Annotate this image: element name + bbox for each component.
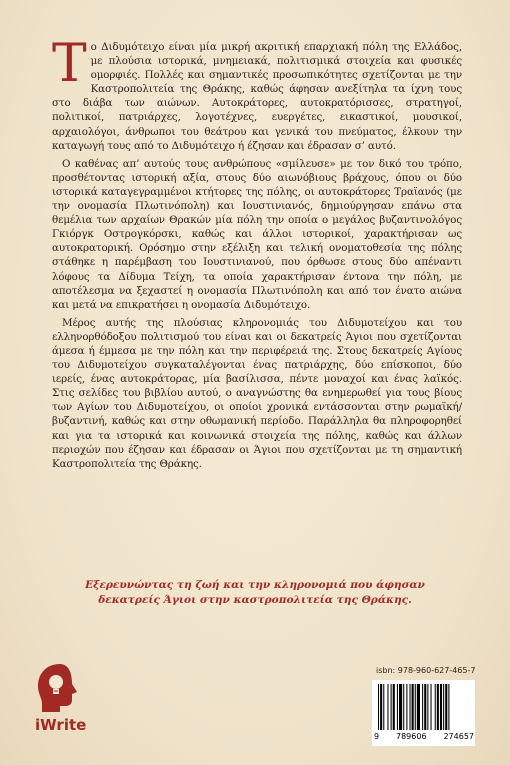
barcode: [372, 680, 475, 746]
paragraph-1-text: ο Διδυμότειχο είναι μία μικρή ακριτική επαρχιακή πόλη της Ελλάδος, με πλούσια ιστορικά, μνημειακά, πολιτισμικά στοιχεία και φυσικές ομορφιές. Πολλές και σημαντικές προσωπικότητες σχετίζονται με την Καστροπολιτεία της Θράκης, καθώς άφησαν ανεξίτηλα τα ίχνη τους στο διάβα των αιώνων. Αυτοκράτορες, αυτοκρατόρισσες, στρατηγοί, πολιτικοί, πατριάρχες, λογοτέχνες, ευεργέτες, εικαστικοί, μουσικοί, αρχαιολόγοι, άνθρωποι του θεάτρου και γενικά του πνεύματος, έλκουν την καταγωγή τους από το Διδυμότειχο ή έζησαν και έδρασαν σ’ αυτό.: [52, 41, 462, 152]
tagline: [40, 578, 470, 608]
synopsis: [52, 34, 462, 475]
barcode-digits: [374, 732, 474, 741]
barcode-digit-prefix: 9: [374, 732, 380, 741]
barcode-bars: [378, 684, 470, 734]
publisher-logo-text: iWrite: [35, 716, 87, 734]
paragraph-1: [52, 34, 462, 153]
tagline-line-2: δεκατρείς Άγιοι στην καστροπολιτεία της Θράκης.: [98, 594, 412, 606]
tagline-line-1: Εξερευνώντας τη ζωή και την κληρονομιά που άφησαν: [85, 579, 425, 591]
barcode-digit-group-1: 789606: [396, 732, 427, 741]
paragraph-3: Μέρος αυτής της πλούσιας κληρονομιάς του Διδυμοτείχου και του ελληνορθόδοξου πολιτισμού του είναι και οι δεκατρείς Άγιοι που σχετίζονται άμεσα ή έμμεσα με την πόλη και την περιφέρειά της. Στους δεκατρείς Αγίους του Διδυμοτείχου συγκαταλέγονται ένας πατριάρχης, δύο επίσκοποι, δύο ιερείς, ένας αυτοκράτορας, μία βασίλισσα, πέντε μοναχοί και ένας λαϊκός. Στις σελίδες του βιβλίου αυτού, ο αναγνώστης θα ενημερωθεί για τους βίους των Αγίων του Διδυμοτείχου, οι οποίοι χρονικά εντάσσονται στην ρωμαϊκή/βυζαντινή, καθώς και στην οθωμανική περίοδο. Παράλληλα θα πληροφορηθεί και για τα ιστορικά και κοινωνικά στοιχεία της πόλης, καθώς και άλλων περιοχών που έζησαν και έδρασαν οι Άγιοι που σχετίζονται με τη σημαντική Καστροπολιτεία της Θράκης.: [52, 316, 462, 470]
drop-cap: Τ: [52, 34, 87, 94]
isbn-label: isbn: 978-960-627-465-7: [376, 666, 476, 675]
paragraph-2: Ο καθένας απ’ αυτούς τους ανθρώπους «σμίλευσε» με τον δικό του τρόπο, προσθέτοντας ιστορική αξία, στους δύο αιωνόβιους βράχους, όπου οι δύο ιστορικά καταγεγραμμένοι κτήτορες της πόλης, οι αυτοκράτορες Τραϊανός (με την ονομασία Πλωτινόπολη) και Ιουστινιανός, δημιούργησαν επάνω στα θεμέλια των αρχαίων Θρακών μία πόλη την οποία ο μεγάλος βυζαντινολόγος Γκιόργκ Οστρογκόρσκι, καθώς και άλλοι ιστορικοί, χαρακτήρισαν ως αυτοκρατορική. Ορόσημο στην εξέλιξη και τελική ονοματοθεσία της πόλης στάθηκε η παρέμβαση του Ιουστινιανού, που όρθωσε στους δύο απέναντι λόφους τα Δίδυμα Τείχη, τα οποία χαρακτήρισαν έντονα την πόλη, με αποτέλεσμα να ξεχαστεί η ονομασία Πλωτινόπολη και από τον ένατο αιώνα και μετά να επικρατήσει η ονομασία Διδυμότειχο.: [52, 157, 462, 311]
barcode-digit-group-2: 274657: [443, 732, 474, 741]
